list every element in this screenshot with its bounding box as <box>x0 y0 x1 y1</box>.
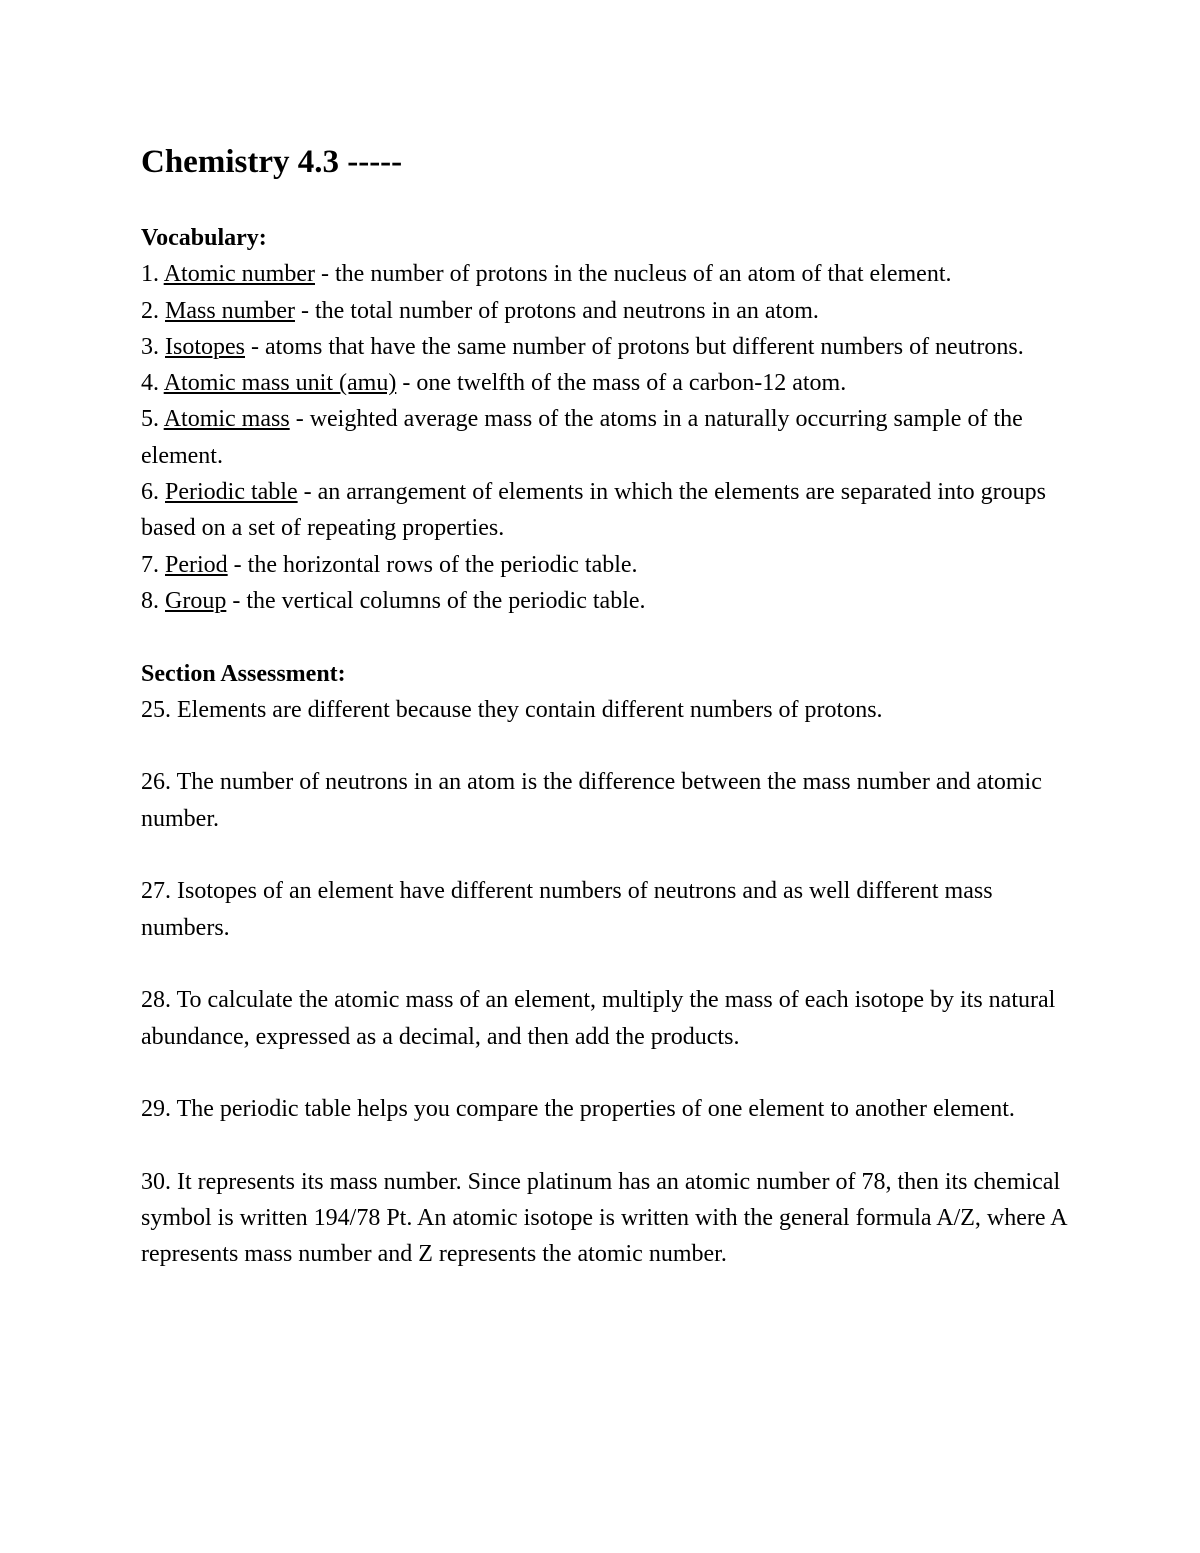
vocab-separator: - <box>226 587 247 614</box>
vocab-definition: the horizontal rows of the periodic table. <box>247 551 638 578</box>
vocabulary-heading: Vocabulary: <box>141 225 267 251</box>
assessment-answer: 28. To calculate the atomic mass of an element, multiply the mass of each isotope by its natural abundance, expressed as a decimal, and then add the products. <box>141 987 1056 1050</box>
vocab-separator: - <box>396 370 417 397</box>
document-page <box>141 140 1071 1273</box>
vocab-item <box>141 365 1071 401</box>
vocab-separator: - <box>294 297 315 324</box>
vocab-item <box>141 547 1071 583</box>
assessment-answer: 30. It represents its mass number. Since platinum has an atomic number of 78, then its chemical symbol is written 194/78 Pt. An atomic isotope is written with the general formula A/Z, where A represents mass number and Z represents the atomic number. <box>141 1168 1067 1268</box>
vocab-term: Group <box>165 587 227 614</box>
vocab-number: 3. <box>141 333 165 360</box>
vocab-term: Atomic number <box>163 261 315 288</box>
vocab-definition: the total number of protons and neutrons in an atom. <box>314 297 819 324</box>
vocab-item <box>141 583 1071 619</box>
vocab-item <box>141 401 1071 474</box>
vocab-term: Isotopes <box>165 333 245 360</box>
assessment-answer: 26. The number of neutrons in an atom is the difference between the mass number and atomic number. <box>141 769 1042 832</box>
vocab-term: Periodic table <box>165 479 298 506</box>
vocab-number: 8. <box>141 587 165 614</box>
assessment-heading: Section Assessment: <box>141 660 346 687</box>
assessment-answer: 27. Isotopes of an element have different numbers of neutrons and as well different mass numbers. <box>141 878 993 941</box>
vocab-term: Atomic mass unit (amu) <box>163 370 397 397</box>
vocab-term: Mass number <box>165 297 295 324</box>
vocab-separator: - <box>227 551 248 578</box>
vocab-separator: - <box>289 406 310 433</box>
vocab-number: 6. <box>141 479 165 506</box>
vocab-definition: the number of protons in the nucleus of an atom of that element. <box>335 261 952 288</box>
vocab-definition: weighted average mass of the atoms in a naturally occurring sample of the element. <box>141 406 1023 469</box>
vocabulary-list <box>141 256 1071 619</box>
vocab-separator: - <box>297 479 318 506</box>
assessment-answer: 29. The periodic table helps you compare the properties of one element to another element. <box>141 1096 1015 1123</box>
vocab-separator: - <box>245 333 265 360</box>
vocab-term: Period <box>165 551 228 578</box>
vocab-definition: an arrangement of elements in which the elements are separated into groups based on a set of repeating properties. <box>141 479 1047 542</box>
vocab-definition: the vertical columns of the periodic table. <box>246 587 646 614</box>
vocab-definition: one twelfth of the mass of a carbon-12 atom. <box>416 370 847 397</box>
vocab-number: 1. <box>141 261 164 288</box>
vocab-item <box>141 329 1071 365</box>
assessment-answer: 25. Elements are different because they contain different numbers of protons. <box>141 696 883 723</box>
vocab-number: 4. <box>141 370 164 397</box>
vocab-item <box>141 256 1071 292</box>
vocab-number: 7. <box>141 551 165 578</box>
vocab-definition: atoms that have the same number of protons but different numbers of neutrons. <box>265 333 1024 360</box>
page-title: Chemistry 4.3 ----- <box>141 144 403 180</box>
vocab-term: Atomic mass <box>163 406 290 433</box>
vocab-number: 2. <box>141 297 165 324</box>
vocab-separator: - <box>315 261 335 288</box>
vocab-item <box>141 293 1071 329</box>
vocab-item <box>141 474 1071 547</box>
assessment-answers <box>141 692 1071 1273</box>
vocab-number: 5. <box>141 406 164 433</box>
